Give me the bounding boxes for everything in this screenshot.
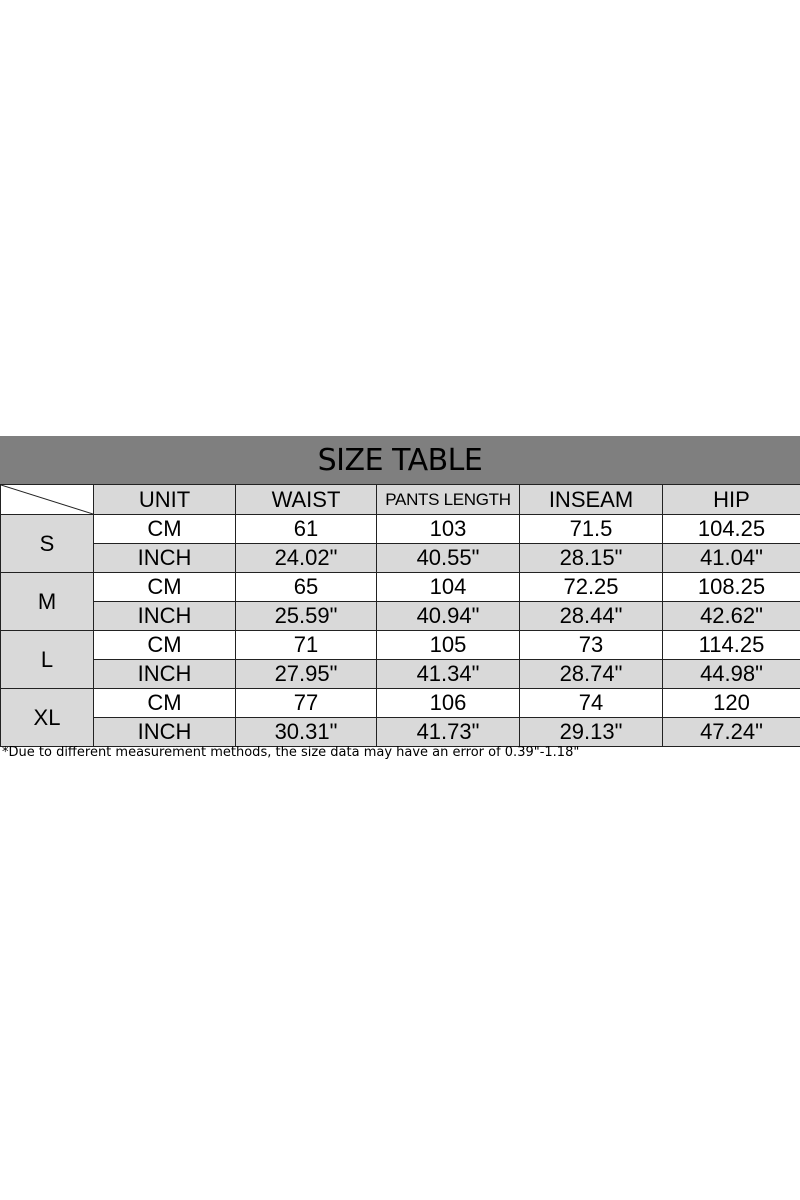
table-row xyxy=(1,660,800,689)
waist-cell: 77 xyxy=(236,689,377,718)
unit-cell: INCH xyxy=(94,602,236,631)
diagonal-divider xyxy=(1,485,93,514)
header-pants-length: PANTS LENGTH xyxy=(377,485,520,515)
unit-cell: CM xyxy=(94,515,236,544)
inseam-cell: 28.44" xyxy=(520,602,663,631)
waist-cell: 24.02" xyxy=(236,544,377,573)
hip-cell: 41.04" xyxy=(663,544,800,573)
waist-cell: 25.59" xyxy=(236,602,377,631)
measurement-note: *Due to different measurement methods, the size data may have an error of 0.39"-1.18" xyxy=(2,745,580,760)
waist-cell: 71 xyxy=(236,631,377,660)
inseam-cell: 73 xyxy=(520,631,663,660)
hip-cell: 104.25 xyxy=(663,515,800,544)
unit-cell: INCH xyxy=(94,544,236,573)
inseam-cell: 28.74" xyxy=(520,660,663,689)
pants-length-cell: 105 xyxy=(377,631,520,660)
table-header-row xyxy=(1,485,800,515)
header-unit: UNIT xyxy=(94,485,236,515)
hip-cell: 47.24" xyxy=(663,718,800,747)
waist-cell: 30.31" xyxy=(236,718,377,747)
pants-length-cell: 40.94" xyxy=(377,602,520,631)
hip-cell: 108.25 xyxy=(663,573,800,602)
inseam-cell: 71.5 xyxy=(520,515,663,544)
size-table-title: SIZE TABLE xyxy=(0,436,800,484)
unit-cell: INCH xyxy=(94,718,236,747)
inseam-cell: 28.15" xyxy=(520,544,663,573)
corner-cell xyxy=(1,485,94,515)
size-table xyxy=(0,484,800,747)
table-row xyxy=(1,515,800,544)
waist-cell: 27.95" xyxy=(236,660,377,689)
size-label: L xyxy=(1,631,94,689)
size-label: XL xyxy=(1,689,94,747)
pants-length-cell: 41.34" xyxy=(377,660,520,689)
header-waist: WAIST xyxy=(236,485,377,515)
table-row xyxy=(1,718,800,747)
header-hip: HIP xyxy=(663,485,800,515)
inseam-cell: 72.25 xyxy=(520,573,663,602)
unit-cell: CM xyxy=(94,631,236,660)
hip-cell: 42.62" xyxy=(663,602,800,631)
hip-cell: 44.98" xyxy=(663,660,800,689)
pants-length-cell: 103 xyxy=(377,515,520,544)
inseam-cell: 29.13" xyxy=(520,718,663,747)
waist-cell: 65 xyxy=(236,573,377,602)
unit-cell: CM xyxy=(94,689,236,718)
pants-length-cell: 104 xyxy=(377,573,520,602)
inseam-cell: 74 xyxy=(520,689,663,718)
table-row xyxy=(1,689,800,718)
unit-cell: INCH xyxy=(94,660,236,689)
table-row xyxy=(1,631,800,660)
header-inseam: INSEAM xyxy=(520,485,663,515)
table-row xyxy=(1,602,800,631)
hip-cell: 114.25 xyxy=(663,631,800,660)
table-row xyxy=(1,573,800,602)
hip-cell: 120 xyxy=(663,689,800,718)
size-label: M xyxy=(1,573,94,631)
size-label: S xyxy=(1,515,94,573)
pants-length-cell: 40.55" xyxy=(377,544,520,573)
unit-cell: CM xyxy=(94,573,236,602)
table-row xyxy=(1,544,800,573)
waist-cell: 61 xyxy=(236,515,377,544)
pants-length-cell: 41.73" xyxy=(377,718,520,747)
pants-length-cell: 106 xyxy=(377,689,520,718)
